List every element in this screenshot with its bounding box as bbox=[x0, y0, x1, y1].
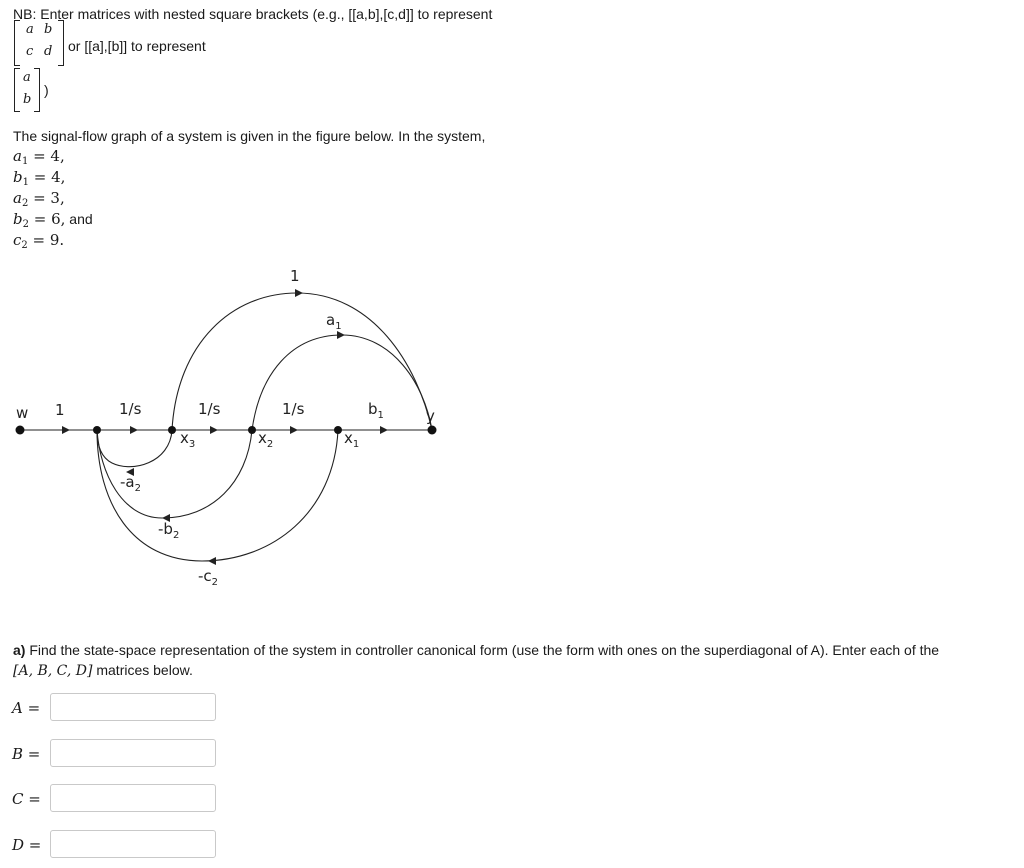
label-integrator-1: 1/s bbox=[119, 400, 142, 418]
answer-label: A = bbox=[12, 699, 41, 717]
matrix-a-input[interactable] bbox=[50, 693, 216, 721]
matrix-cell: c bbox=[26, 44, 34, 59]
close-paren: ) bbox=[44, 82, 49, 98]
matrix-cell: b bbox=[44, 22, 53, 37]
answer-label: C = bbox=[12, 790, 41, 808]
vector-instruction: or [[a],[b]] to represent bbox=[68, 38, 206, 54]
node-w bbox=[16, 426, 25, 435]
arrow-marker bbox=[380, 426, 388, 434]
example-vector bbox=[14, 68, 40, 112]
label-neg-b2: $-b_2$ bbox=[158, 520, 180, 541]
arrow-marker bbox=[290, 426, 298, 434]
label-x3: $x_3$ bbox=[180, 429, 196, 450]
matrix-d-input[interactable] bbox=[50, 830, 216, 858]
label-integrator-3: 1/s bbox=[282, 400, 305, 418]
question-text: a) Find the state-space representation of the system in controller canonical form (use the form with ones on the superdiagonal of A). Enter each of the [A, B, C, D] matrices below. bbox=[13, 642, 940, 679]
neg-a2-branch bbox=[97, 430, 172, 467]
example-matrix bbox=[14, 20, 64, 66]
answer-row-c bbox=[12, 784, 232, 816]
node-x1 bbox=[334, 426, 342, 434]
arrow-marker bbox=[62, 426, 70, 434]
label-a1: $a_1$ bbox=[326, 311, 342, 332]
answer-row-b bbox=[12, 739, 232, 771]
node-x4 bbox=[93, 426, 101, 434]
vector-cell: a bbox=[23, 70, 31, 85]
label-b1: $b_1$ bbox=[368, 400, 384, 421]
param-b1: $b_1 = 4$, bbox=[13, 168, 66, 188]
label-neg-c2: $-c_2$ bbox=[198, 567, 219, 588]
answer-label: B = bbox=[12, 745, 41, 763]
vector-cell: b bbox=[23, 92, 32, 107]
param-a1: $a_1 = 4$, bbox=[13, 147, 65, 167]
answer-row-d bbox=[12, 830, 232, 862]
arrow-marker bbox=[208, 557, 216, 565]
arrow-marker bbox=[210, 426, 218, 434]
label-x2: $x_2$ bbox=[258, 429, 274, 450]
nb-instruction: NB: Enter matrices with nested square brackets (e.g., [[a,b],[c,d]] to represent bbox=[13, 6, 493, 22]
part-label: a) bbox=[13, 642, 26, 658]
label-one-input: 1 bbox=[55, 401, 65, 419]
param-c2: $c_2 = 9$. bbox=[13, 231, 65, 251]
param-a2: $a_2 = 3$, bbox=[13, 189, 65, 209]
label-w: w bbox=[16, 404, 29, 422]
matrices-label: [A, B, C, D] bbox=[13, 663, 93, 679]
a1-branch bbox=[252, 335, 432, 430]
answer-row-a bbox=[12, 693, 232, 725]
arrow-marker bbox=[337, 331, 345, 339]
arrow-marker bbox=[295, 289, 303, 297]
label-y: y bbox=[426, 407, 435, 425]
node-x2 bbox=[248, 426, 256, 434]
matrix-b-input[interactable] bbox=[50, 739, 216, 767]
matrix-cell: a bbox=[26, 22, 34, 37]
matrix-cell: d bbox=[44, 44, 53, 59]
arrow-marker bbox=[130, 426, 138, 434]
node-x3 bbox=[168, 426, 176, 434]
problem-intro: The signal-flow graph of a system is given in the figure below. In the system, bbox=[13, 128, 486, 144]
label-x1: $x_1$ bbox=[344, 429, 360, 450]
signal-flow-graph bbox=[12, 263, 444, 627]
label-integrator-2: 1/s bbox=[198, 400, 221, 418]
neg-c2-branch bbox=[97, 430, 338, 561]
matrix-c-input[interactable] bbox=[50, 784, 216, 812]
node-y bbox=[428, 426, 437, 435]
param-b2: $b_2 = 6$, and bbox=[13, 210, 93, 230]
label-neg-a2: $-a_2$ bbox=[120, 473, 141, 494]
answer-label: D = bbox=[12, 836, 42, 854]
label-one-top: 1 bbox=[290, 267, 300, 285]
